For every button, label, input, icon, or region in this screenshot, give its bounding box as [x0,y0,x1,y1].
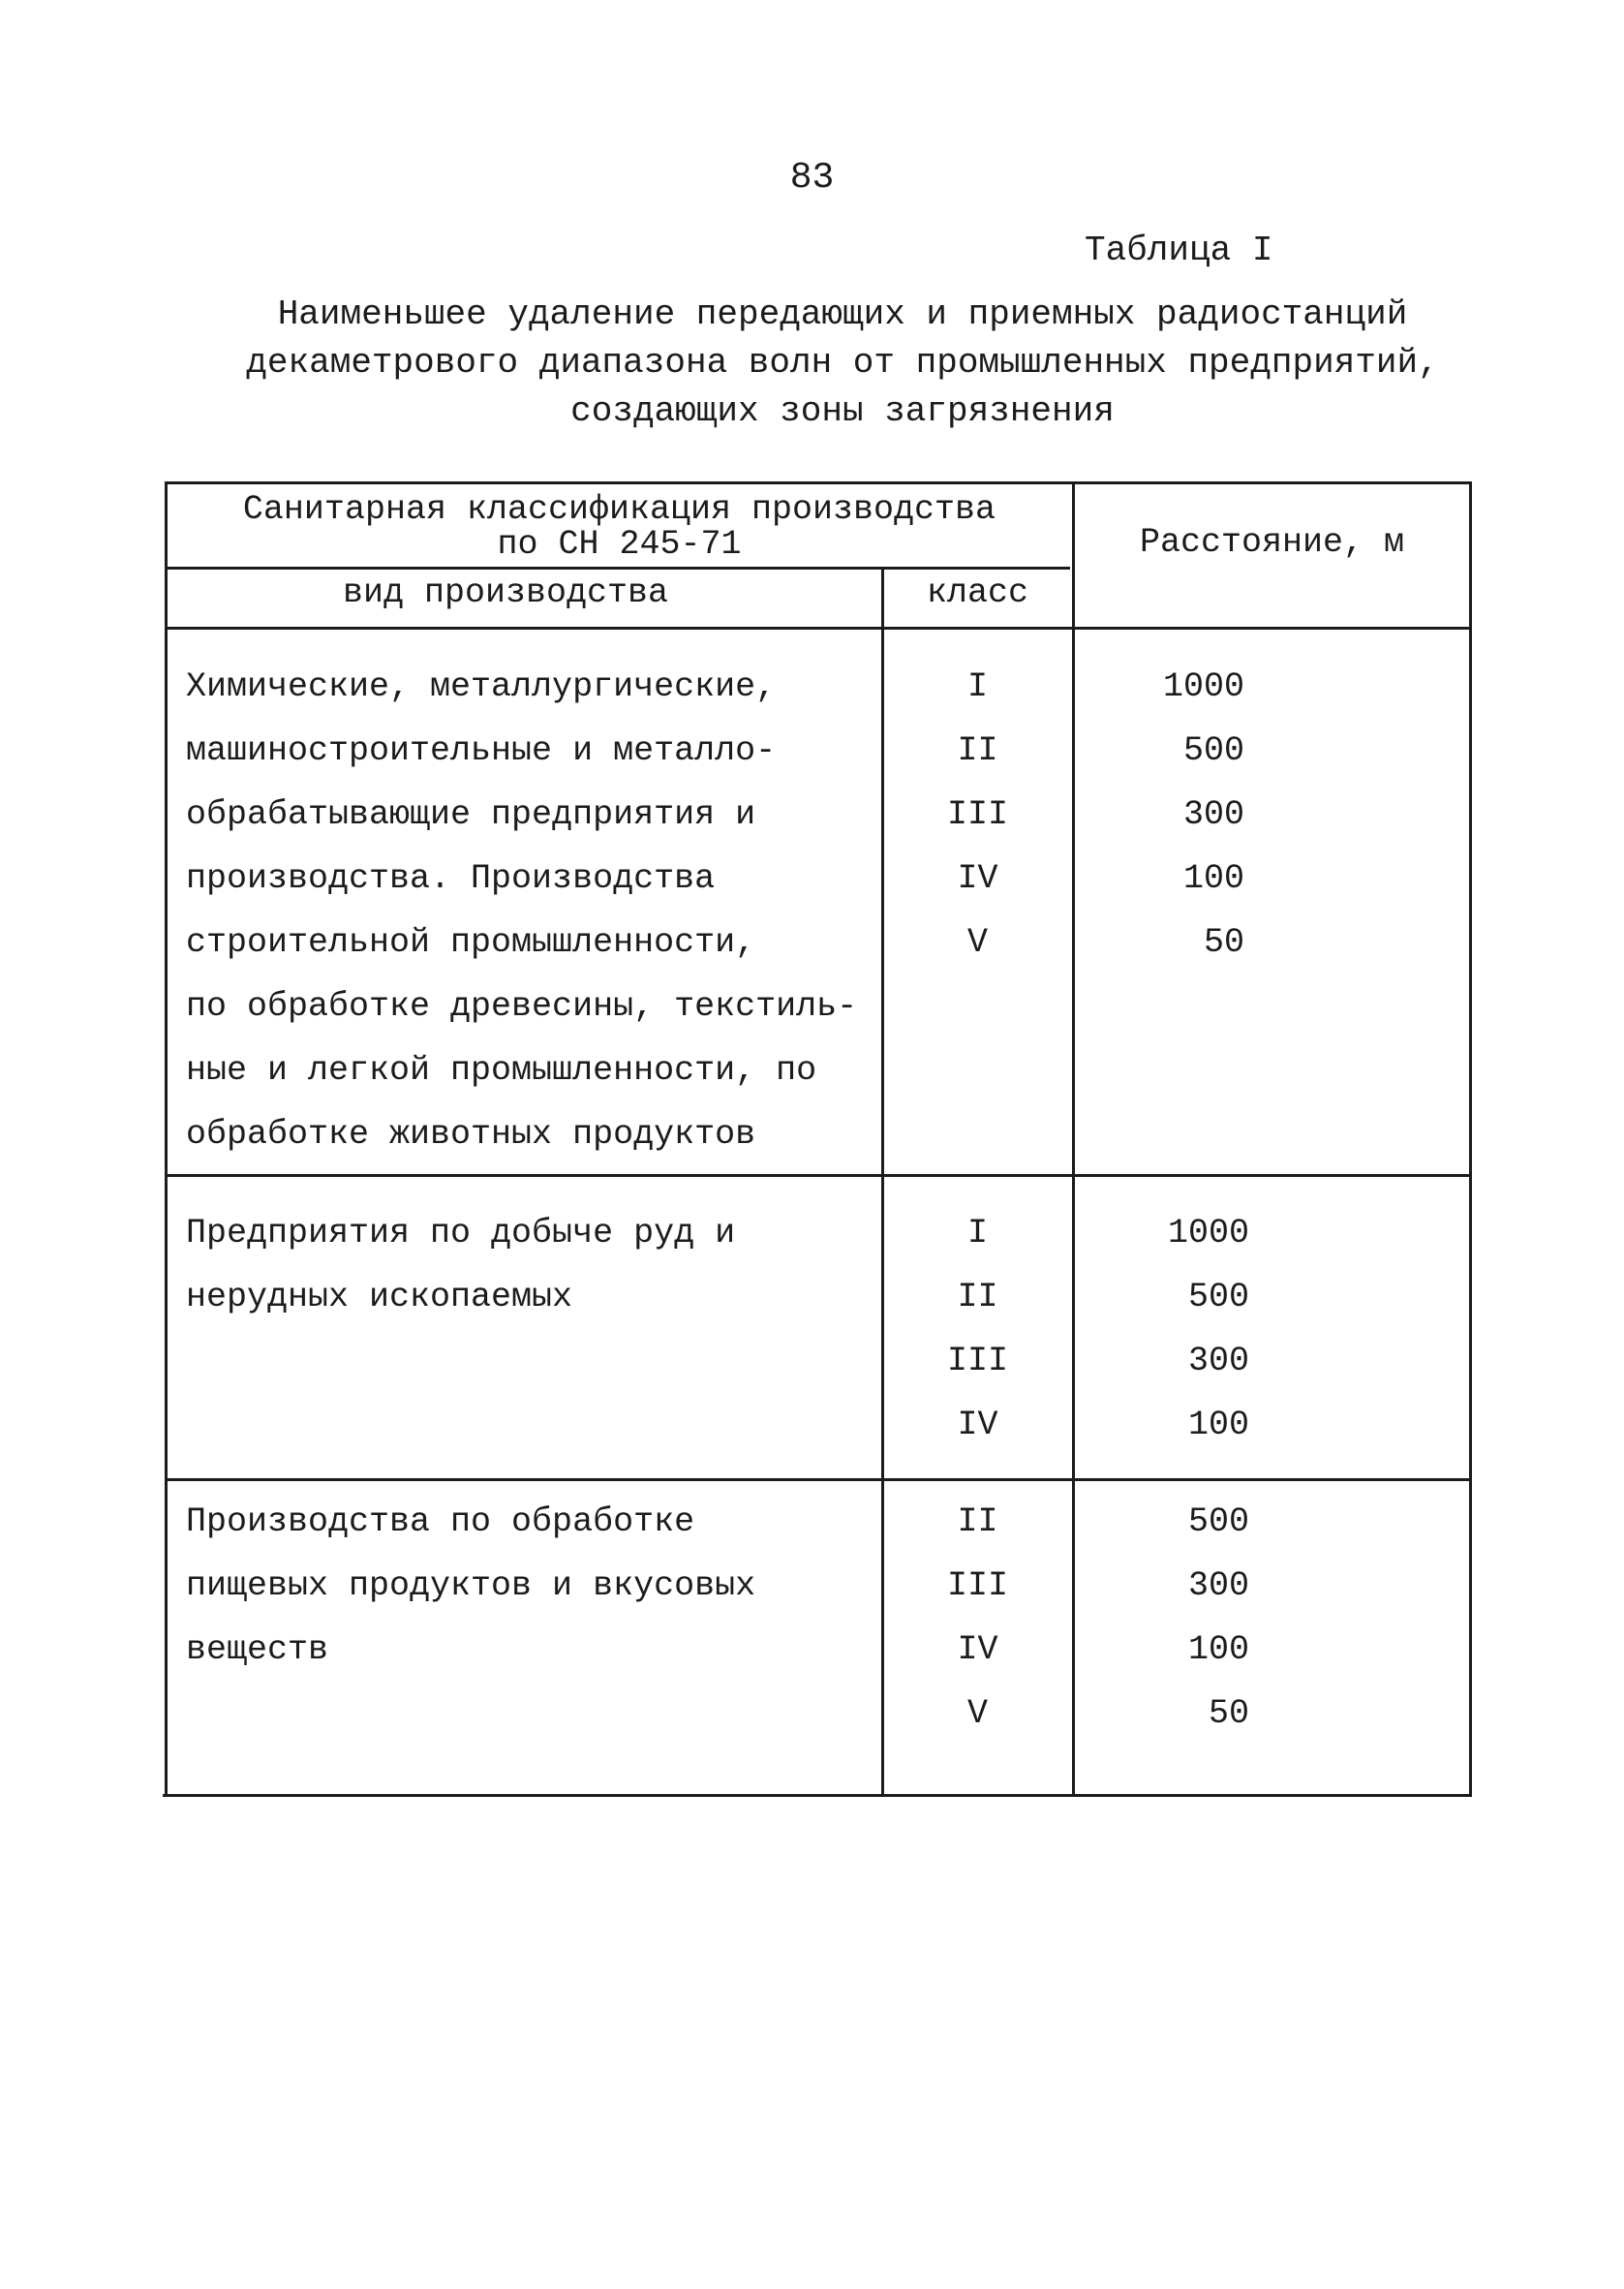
header-distance: Расстояние, м [1139,523,1405,562]
table-label: Таблица I [1085,231,1273,270]
caption-line: создающих зоны загрязнения [570,391,1115,431]
header-group-divider [165,567,1070,570]
header-kind: вид производства [342,573,669,612]
header-group-title: Санитарная классификация производства по СН 245-71 [242,490,996,564]
caption-line: декаметрового диапазона волн от промышленных предприятий, [246,343,1439,383]
header-class: класс [926,573,1029,612]
row-classes: I II III IV V [946,667,1008,962]
row-distances: 1000 500 300 100 [1167,1214,1249,1444]
row-distances: 1000 500 300 100 50 [1162,667,1244,962]
table-top-border [165,481,1472,484]
row-distances: 500 300 100 50 [1187,1502,1249,1733]
row-kind: Химические, металлургические, машиностроительные и металло- обрабатывающие предприятия и производства. Производства строительной промышленности, по обработке древесины, текстиль- ные и легкой промышленности, по обработке животных продуктов [186,667,858,1154]
table-left-border [165,481,168,1797]
page-number: 83 [789,157,835,199]
row-classes: II III IV V [946,1502,1008,1733]
row-kind: Производства по обработке пищевых продуктов и вкусовых веществ [186,1502,756,1669]
header-bottom-border [165,627,1472,630]
table-bottom-border [163,1794,1472,1797]
row-kind: Предприятия по добыче руд и нерудных ископаемых [186,1214,736,1316]
row-divider [165,1174,1472,1177]
caption-line: Наименьшее удаление передающих и приемных радиостанций [277,294,1408,334]
table-right-border [1469,481,1472,1797]
row-classes: I II III IV [946,1214,1008,1444]
row-divider [165,1478,1472,1481]
